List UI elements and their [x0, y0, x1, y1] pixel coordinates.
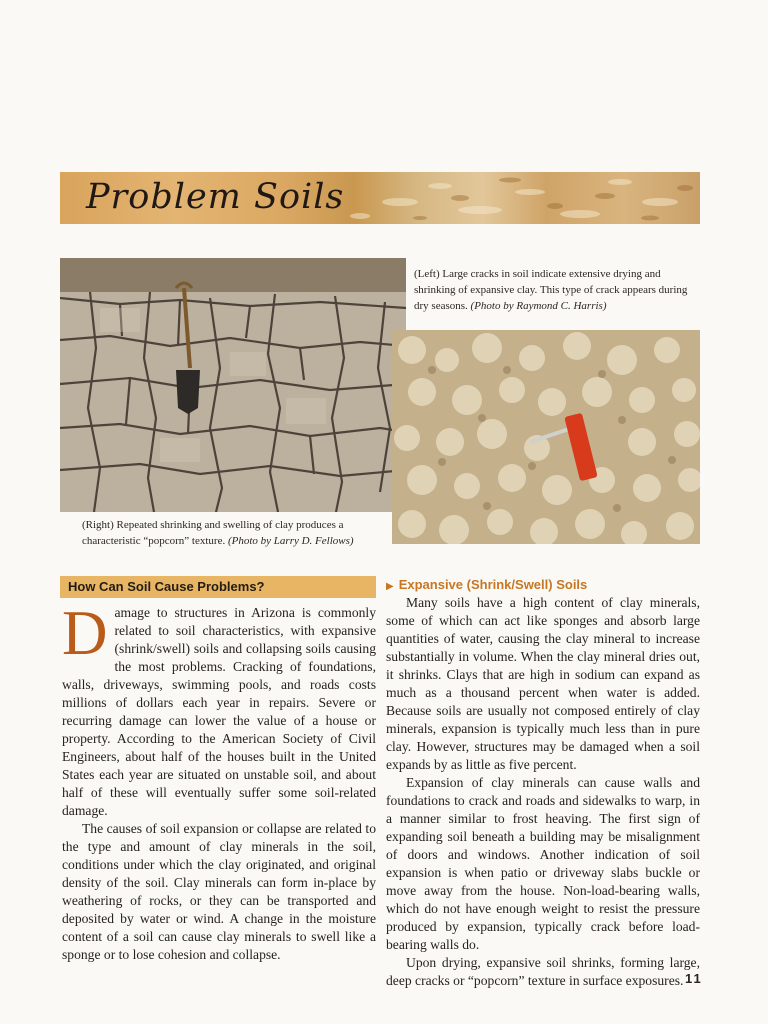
caption-left-credit: (Photo by Raymond C. Harris) — [470, 300, 607, 312]
left-column — [62, 598, 376, 964]
drop-cap: D — [62, 598, 108, 668]
subsection-heading — [386, 577, 587, 592]
caption-left-photo — [414, 266, 700, 314]
section-heading-bar — [60, 576, 376, 598]
caption-right-photo — [82, 517, 372, 549]
caption-right-text: (Right) Repeated shrinking and swelling of clay produces a characteristic “popcorn” texture. — [82, 519, 344, 547]
page-title: Problem Soils — [86, 177, 345, 217]
right-column — [386, 594, 700, 990]
body-paragraph: Expansion of clay minerals can cause walls and foundations to crack and roads and sidewalks to warp, in a manner similar to frost heaving. The first sign of expanding soil beneath a building may be misalignment of doors and windows. Another indication of soil expansion is when patio or driveway slabs buckle or move away from the house. Non-load-bearing walls, which do not have enough weight to resist the pressure produced by expansion, typically crack before load-bearing walls do. — [386, 775, 700, 952]
section-heading: How Can Soil Cause Problems? — [68, 579, 265, 594]
caption-right-credit: (Photo by Larry D. Fellows) — [227, 535, 354, 547]
body-paragraph: The causes of soil expansion or collapse are related to the type and amount of clay minerals in the soil, conditions under which the clay originated, and original density of the soil. Clay minerals can form in-place by weathering of rocks, or they can be transported and deposited by water or wind. A change in the moisture content of a soil can cause clay minerals to swell like a sponge or to lose cohesion and collapse. — [62, 821, 376, 962]
body-paragraph: Upon drying, expansive soil shrinks, forming large, deep cracks or “popcorn” texture in surface exposures. — [386, 955, 700, 988]
cracked-soil-photo — [60, 258, 406, 512]
popcorn-soil-photo — [392, 330, 700, 544]
paragraph-text: amage to structures in Arizona is commonly related to soil characteristics, with expansive (shrink/swell) soils and collapsing soils causing the most problems. Cracking of foundations, walls, driveways, swimming pools, and roads costs millions of dollars each year in repairs. Severe or recurring damage can lower the value of a house or property. According to the American Society of Civil Engineers, about half of the houses built in the United States each year are situated on unstable soil, and about half of these will eventually suffer some soil-related damage. — [62, 605, 376, 818]
subsection-heading-text: Expansive (Shrink/Swell) Soils — [398, 577, 588, 592]
heading-marker-icon: ▶ — [386, 581, 394, 592]
title-banner — [60, 172, 700, 224]
body-paragraph — [62, 598, 376, 820]
page-number: 11 — [685, 971, 703, 986]
body-paragraph: Many soils have a high content of clay minerals, some of which can act like sponges and absorb large quantities of water, causing the clay mineral to increase substantially in volume. When the clay mineral dries out, it shrinks. Clays that are high in sodium can expand as much as a thousand percent when water is added. Because soils are usually not composed entirely of clay minerals, expansion is typically much less than in pure clay. However, structures may be damaged when a soil expands by as little as five percent. — [386, 595, 700, 772]
caption-left-text: (Left) Large cracks in soil indicate extensive drying and shrinking of expansive clay. This type of crack appears during dry seasons. — [414, 268, 688, 312]
